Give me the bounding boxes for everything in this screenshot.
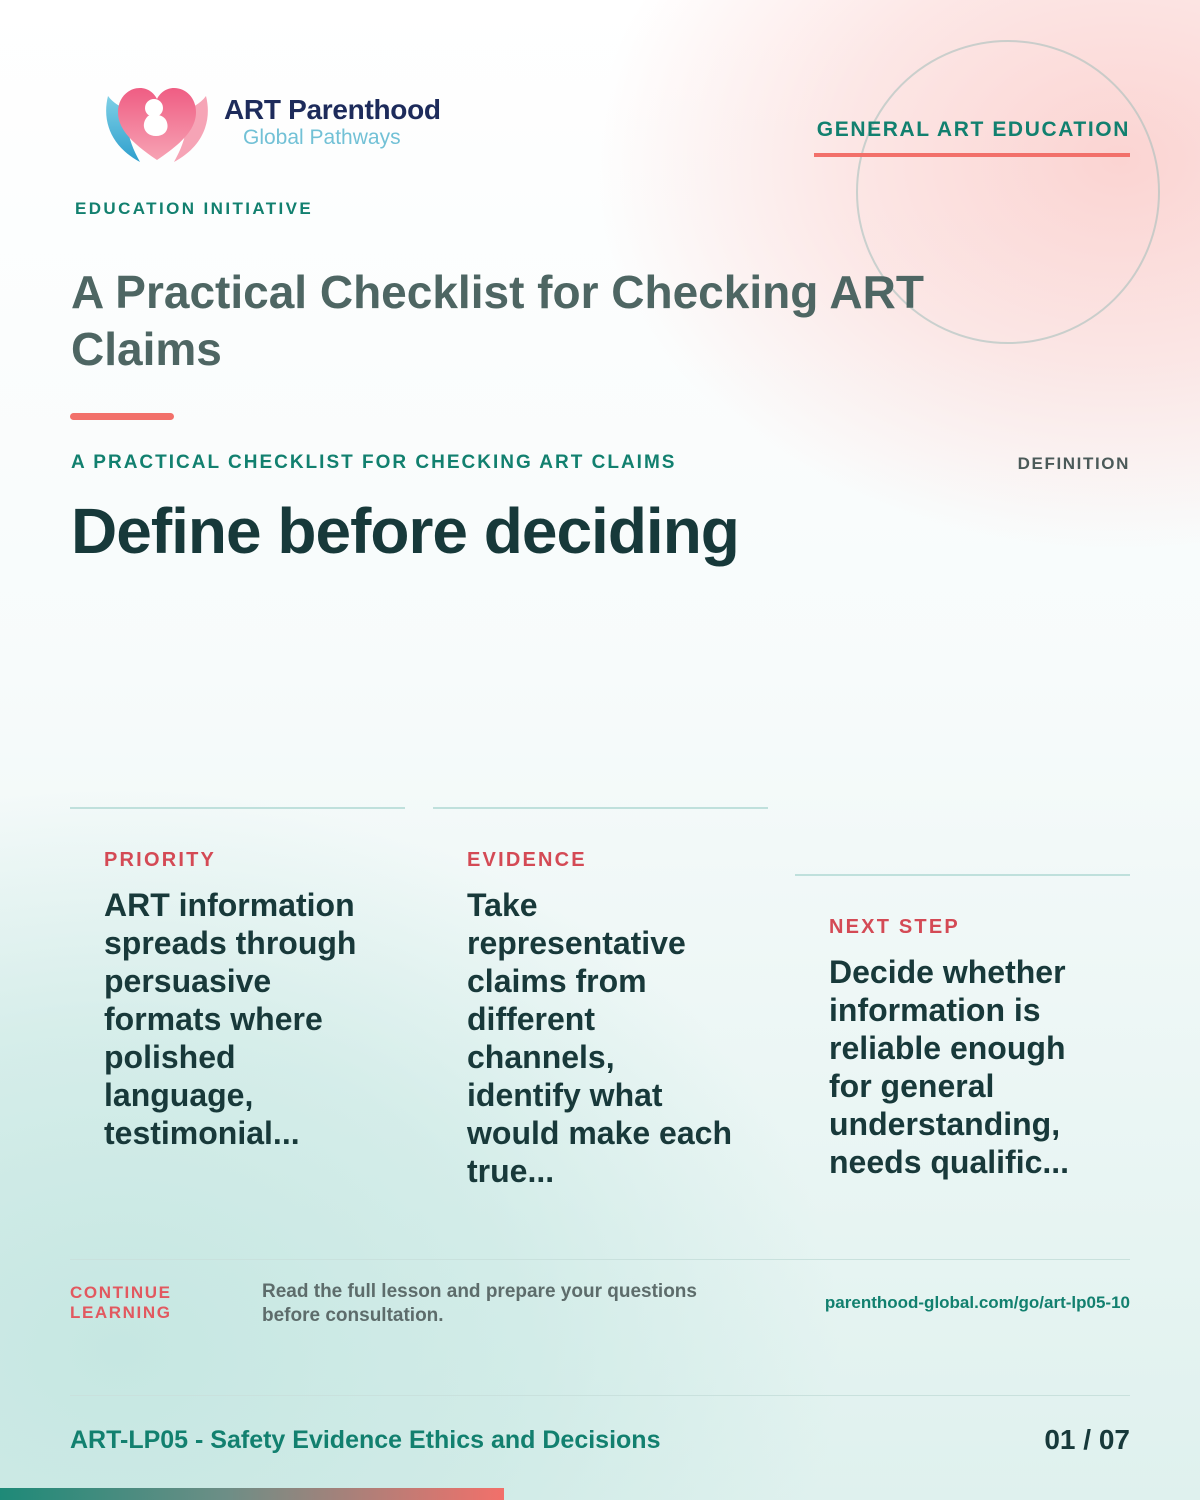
lesson-link[interactable]: parenthood-global.com/go/art-lp05-10 — [824, 1293, 1130, 1312]
divider — [70, 1395, 1130, 1396]
card-label: PRIORITY — [104, 849, 217, 871]
title-accent-rule — [70, 413, 174, 420]
card-text: Take representative claims from different channels, identify what would make each true... — [467, 887, 732, 1189]
divider — [70, 1259, 1130, 1260]
continue-learning-text: Read the full lesson and prepare your questions before consultation. — [262, 1281, 697, 1326]
card-next-step — [795, 874, 1130, 1181]
page-title: A Practical Checklist for Checking ART Claims — [71, 266, 924, 375]
section-tag: DEFINITION — [1017, 454, 1130, 473]
category-label: GENERAL ART EDUCATION — [816, 118, 1130, 141]
initiative-label: EDUCATION INITIATIVE — [75, 199, 314, 218]
course-name: ART-LP05 - Safety Evidence Ethics and Decisions — [70, 1426, 661, 1454]
progress-bar — [0, 1488, 1200, 1500]
section-headline: Define before deciding — [71, 495, 739, 567]
category-underline — [814, 153, 1130, 157]
card-text: ART information spreads through persuasive formats where polished language, testimonial... — [104, 887, 357, 1151]
brand-name: ART Parenthood — [224, 94, 441, 125]
card-priority — [70, 807, 405, 1152]
card-label: EVIDENCE — [467, 849, 587, 871]
hands-heart-baby-icon — [100, 74, 214, 174]
section-kicker: A PRACTICAL CHECKLIST FOR CHECKING ART CLAIMS — [71, 452, 677, 473]
card-text: Decide whether information is reliable enough for general understanding, needs qualific... — [829, 954, 1070, 1180]
card-evidence — [433, 807, 768, 1190]
page-indicator: 01 / 07 — [1044, 1424, 1130, 1455]
brand-subtitle: Global Pathways — [243, 126, 401, 149]
card-label: NEXT STEP — [829, 916, 960, 938]
progress-bar-fill — [0, 1488, 504, 1500]
continue-learning-label: CONTINUE LEARNING — [70, 1283, 172, 1322]
